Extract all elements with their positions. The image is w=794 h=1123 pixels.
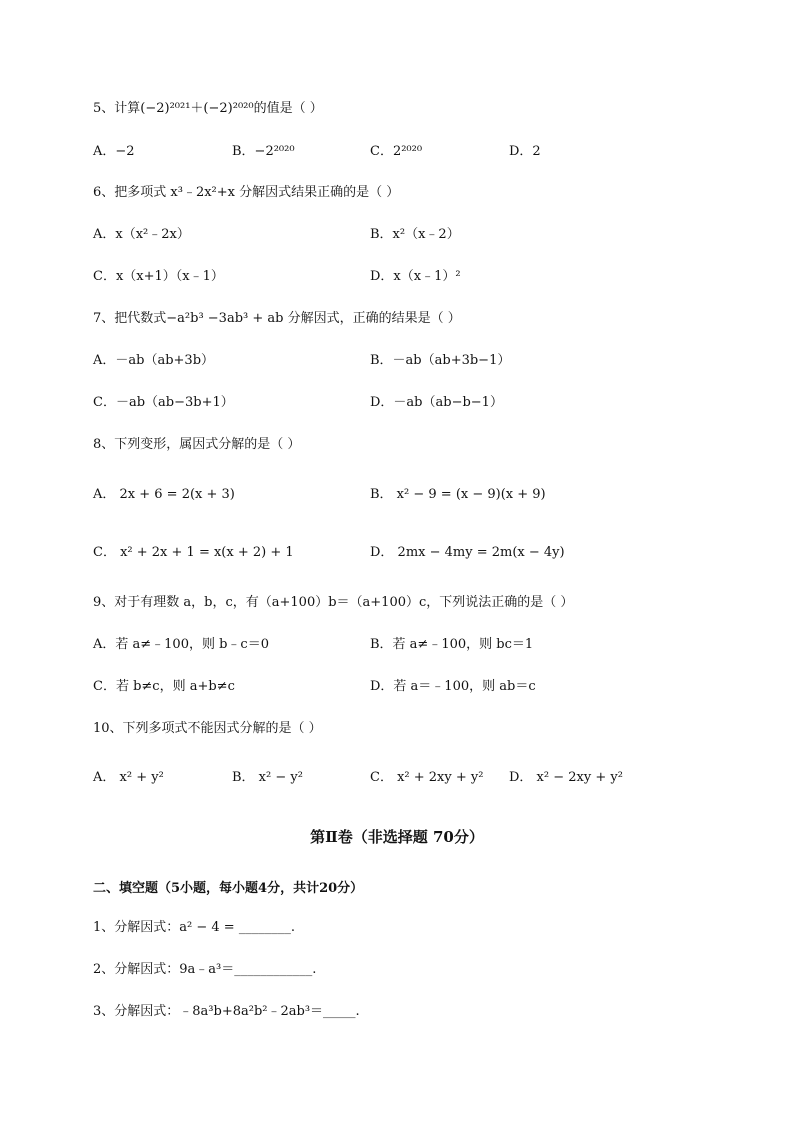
question-8-option-d: D． 2mx − 4my = 2m(x − 4y) — [370, 545, 565, 560]
question-8-option-b: B． x² − 9 = (x − 9)(x + 9) — [370, 487, 546, 502]
question-9-stem: 9、对于有理数 a，b，c，有（a+100）b＝（a+100）c，下列说法正确的是（ ） — [93, 595, 574, 610]
question-8-stem: 8、下列变形，属因式分解的是（ ） — [93, 437, 301, 452]
question-10-stem: 10、下列多项式不能因式分解的是（ ） — [93, 721, 322, 736]
fill-in-question-3: 3、分解因式：﹣8a³b+8a²b²﹣2ab³＝_____. — [93, 1004, 360, 1019]
question-10-option-b: B． x² − y² — [232, 770, 303, 785]
question-6-option-b: B．x²（x﹣2） — [370, 227, 460, 242]
question-8-option-a: A． 2x + 6 = 2(x + 3) — [93, 487, 235, 502]
question-5-option-a: A．−2 — [93, 144, 135, 159]
part-heading: 二、填空题（5小题，每小题4分，共计20分） — [93, 881, 364, 896]
question-6-option-c: C．x（x+1）（x﹣1） — [93, 269, 224, 284]
question-9-option-c: C．若 b≠c，则 a+b≠c — [93, 679, 235, 694]
question-8-option-c: C． x² + 2x + 1 = x(x + 2) + 1 — [93, 545, 294, 560]
question-7-option-d: D．－ab（ab−b−1） — [370, 395, 503, 410]
question-7-option-a: A．－ab（ab+3b） — [93, 353, 215, 368]
question-5-option-c: C．2²⁰²⁰ — [370, 144, 423, 159]
question-9-option-b: B．若 a≠﹣100，则 bc＝1 — [370, 637, 534, 652]
question-9-option-a: A．若 a≠﹣100，则 b﹣c＝0 — [93, 637, 269, 652]
question-7-option-c: C．－ab（ab−3b+1） — [93, 395, 234, 410]
question-7-option-b: B．－ab（ab+3b−1） — [370, 353, 511, 368]
question-5-option-b: B．−2²⁰²⁰ — [232, 144, 295, 159]
question-10-option-d: D． x² − 2xy + y² — [509, 770, 623, 785]
question-10-option-c: C． x² + 2xy + y² — [370, 770, 484, 785]
question-6-option-a: A．x（x²﹣2x） — [93, 227, 190, 242]
question-5-stem: 5、计算(−2)²⁰²¹＋(−2)²⁰²⁰的值是（ ） — [93, 101, 323, 116]
section-title: 第Ⅱ卷（非选择题 70分） — [310, 828, 484, 846]
question-6-stem: 6、把多项式 x³﹣2x²+x 分解因式结果正确的是（ ） — [93, 185, 400, 200]
question-7-stem: 7、把代数式−a²b³ −3ab³ + ab 分解因式，正确的结果是（ ） — [93, 311, 461, 326]
question-6-option-d: D．x（x﹣1）² — [370, 269, 461, 284]
question-10-option-a: A． x² + y² — [93, 770, 164, 785]
question-9-option-d: D．若 a＝﹣100，则 ab＝c — [370, 679, 536, 694]
question-5-option-d: D．2 — [509, 144, 541, 159]
fill-in-question-1: 1、分解因式：a² − 4 = ________. — [93, 920, 295, 935]
fill-in-question-2: 2、分解因式：9a﹣a³＝____________. — [93, 962, 317, 977]
